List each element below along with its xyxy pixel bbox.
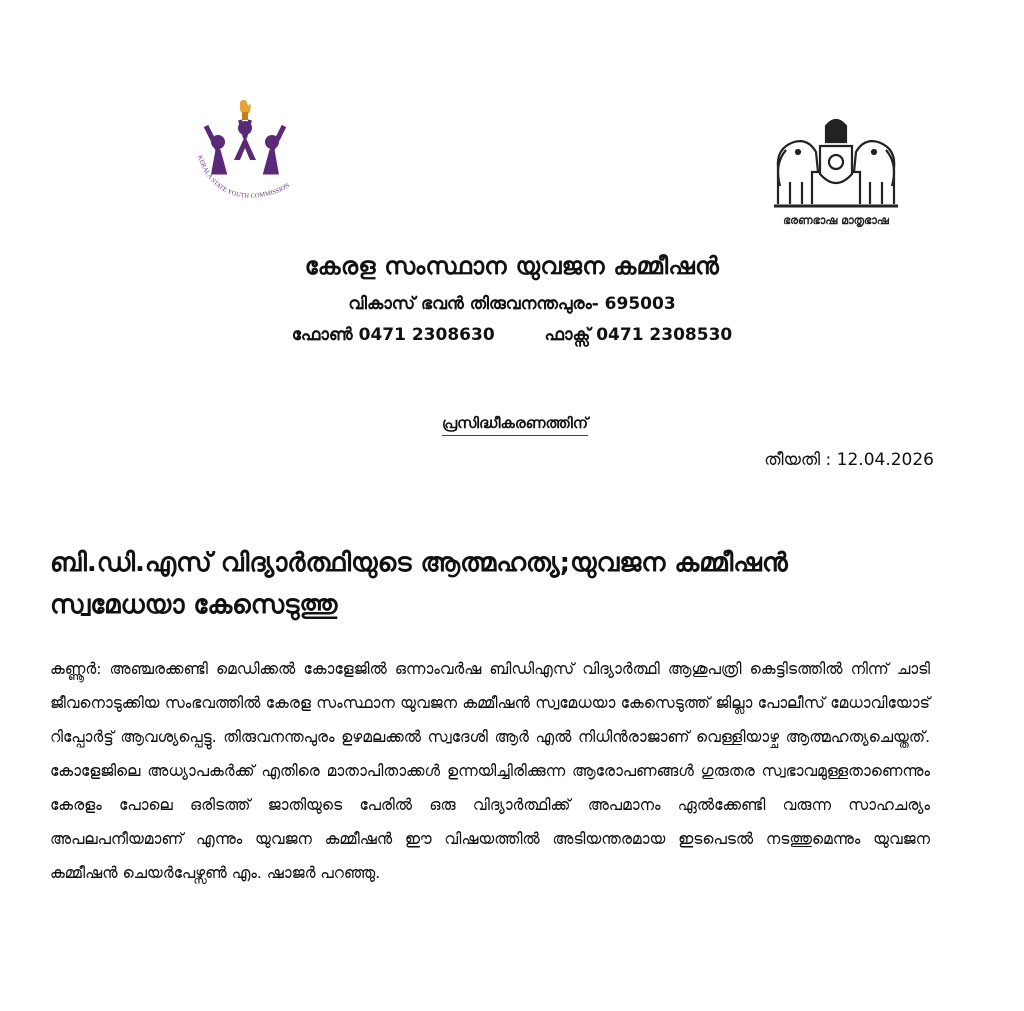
emblem-caption: ഭരണഭാഷ മാതൃഭാഷ — [783, 214, 889, 227]
fax-label: ഫാക്സ് — [544, 325, 591, 345]
date-label: തീയതി : — [764, 450, 832, 470]
svg-text:KERALA STATE YOUTH COMMISSION: KERALA STATE YOUTH COMMISSION — [196, 154, 292, 200]
press-release-headline: ബി.ഡി.എസ് വിദ്യാർത്ഥിയുടെ ആത്മഹത്യ;യുവജന കമ്മീഷൻ സ്വമേധയാ കേസെടുത്തു — [50, 548, 788, 620]
youth-commission-logo — [188, 96, 300, 200]
organization-name: കേരള സംസ്ഥാന യുവജന കമ്മീഷൻ — [304, 252, 720, 280]
publication-label: പ്രസിദ്ധീകരണത്തിന് — [442, 414, 588, 436]
fax-number: 0471 2308530 — [596, 325, 733, 345]
date-line — [764, 450, 934, 470]
phone-number: 0471 2308630 — [358, 325, 495, 345]
press-release-body: കണ്ണൂർ: അഞ്ചരക്കണ്ടി മെഡിക്കൽ കോളേജിൽ ഒന്നാംവർഷ ബിഡിഎസ് വിദ്യാർത്ഥി ആശുപത്രി കെട്ടിടത്തിൽ നിന്ന് ചാടി ജീവനൊടുക്കിയ സംഭവത്തിൽ കേരള സംസ്ഥാന യുവജന കമ്മീഷൻ സ്വമേധയാ കേസെടുത്ത് ജില്ലാ പോലീസ് മേധാവിയോട് റിപ്പോർട്ട് ആവശ്യപ്പെട്ടു. തിരുവനന്തപുരം ഉഴമലക്കൽ സ്വദേശി ആർ എൽ നിധിൻരാജാണ് വെള്ളിയാഴ്ച ആത്മഹത്യചെയ്തത്. കോളേജിലെ അധ്യാപകർക്ക് എതിരെ മാതാപിതാക്കൾ ഉന്നയിച്ചിരിക്കുന്ന ആരോപണങ്ങൾ ഗുരുതര സ്വഭാവമുള്ളതാണെന്നും കേരളം പോലെ ഒരിടത്ത് ജാതിയുടെ പേരിൽ ഒരു വിദ്യാർത്ഥിക്ക് അപമാനം ഏൽക്കേണ്ടി വരുന്ന സാഹചര്യം അപലപനീയമാണ് എന്നും യുവജന കമ്മീഷൻ ഈ വിഷയത്തിൽ അടിയന്തരമായ ഇടപെടൽ നടത്തുമെന്നും യുവജന കമ്മീഷൻ ചെയർപേഴ്സൺ എം. ഷാജർ പറഞ്ഞു. — [50, 660, 930, 882]
kerala-emblem-logo — [768, 112, 904, 230]
phone-label: ഫോൺ — [291, 325, 353, 345]
date-value: 12.04.2026 — [836, 450, 934, 470]
contact-line — [0, 325, 1024, 345]
organization-address: വികാസ് ഭവൻ തിരുവനന്തപുരം- 695003 — [348, 294, 676, 314]
